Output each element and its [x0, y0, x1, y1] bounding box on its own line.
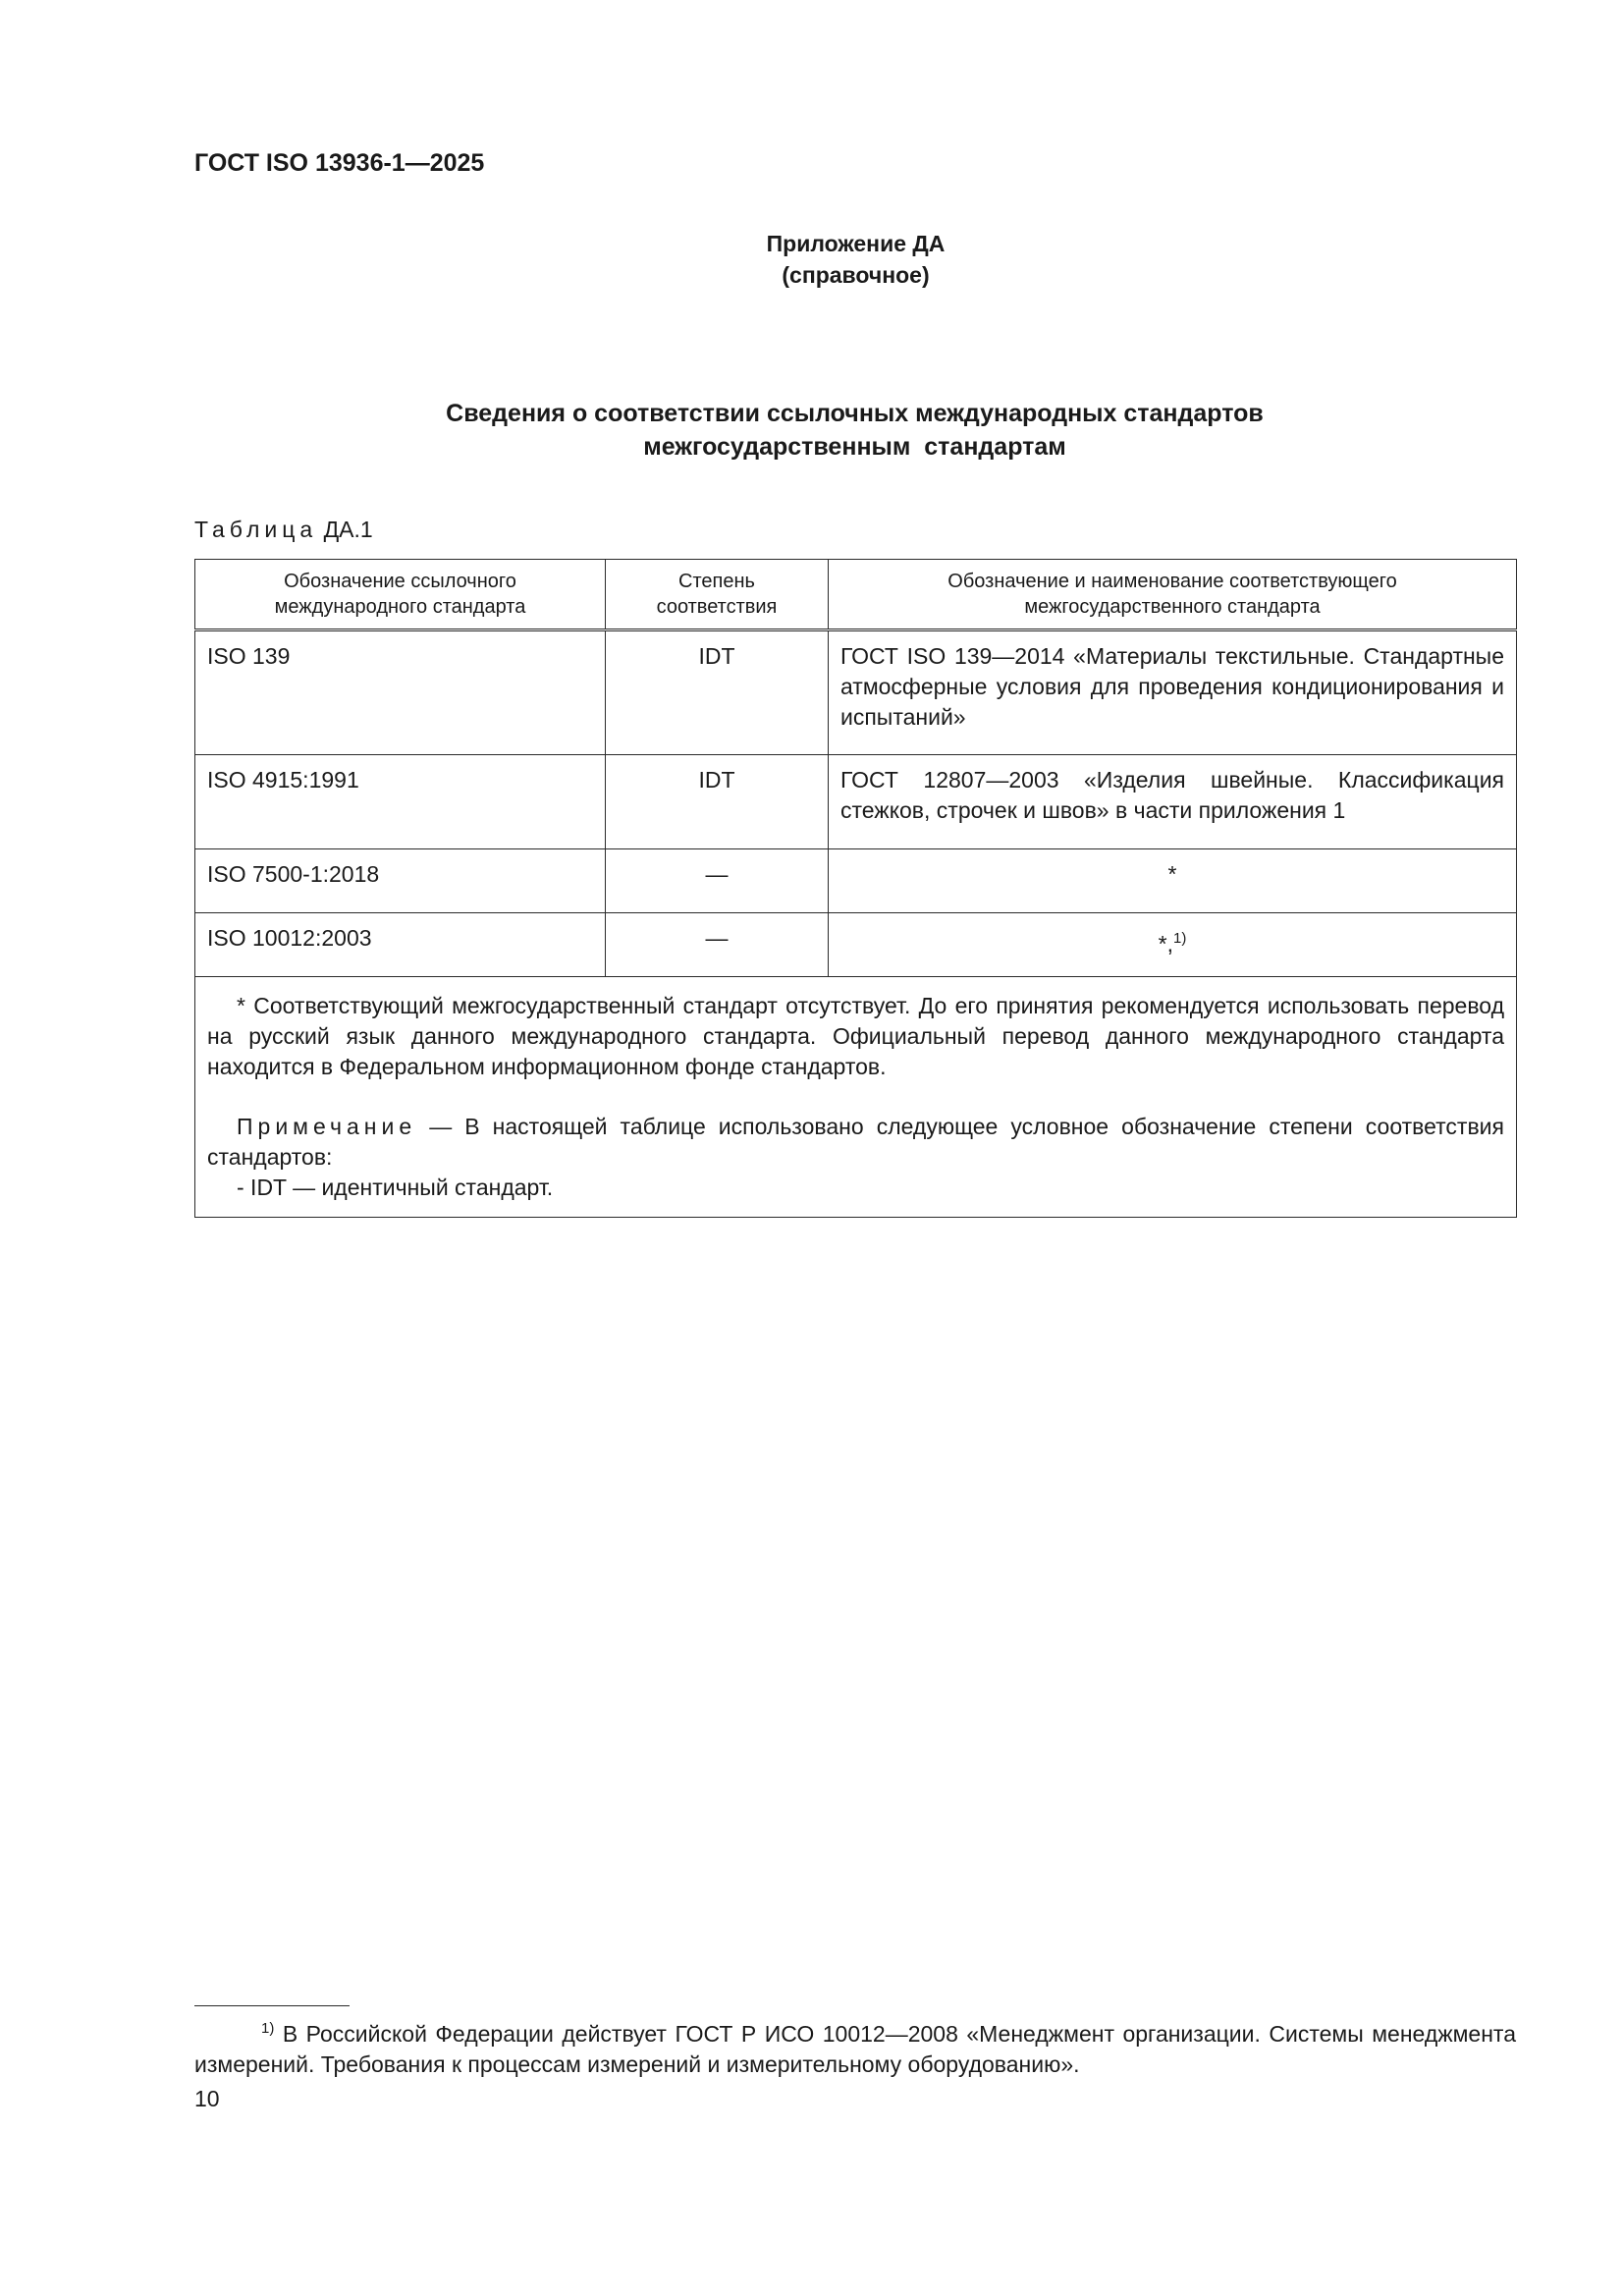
table-row — [195, 913, 1517, 977]
table-caption-word: Таблица — [194, 517, 318, 542]
asterisk-note-wrap — [207, 991, 1504, 1082]
header-gost-line-2: межгосударственного стандарта — [1024, 596, 1321, 618]
table-row — [195, 755, 1517, 849]
table-row — [195, 630, 1517, 755]
table-header-row — [195, 560, 1517, 630]
annex-type: (справочное) — [782, 262, 930, 288]
annex-name: Приложение ДА — [766, 231, 946, 256]
table-note — [207, 1112, 1504, 1173]
cell-gost: * — [829, 849, 1517, 913]
table-row — [195, 849, 1517, 913]
footnote-text: В Российской Федерации действует ГОСТ Р ИСО 10012—2008 «Менеджмент организации. Системы менеджмента измерений. Требования к процессам измерений и измерительному оборудованию». — [194, 2021, 1516, 2077]
header-degree — [606, 560, 829, 630]
header-designation — [195, 560, 606, 630]
page-number: 10 — [194, 2086, 220, 2111]
cell-designation: ISO 4915:1991 — [195, 755, 606, 849]
cell-designation: ISO 139 — [195, 630, 606, 755]
annex-heading — [0, 228, 1623, 291]
footnote-marker: 1) — [261, 2020, 275, 2037]
table-notes — [195, 977, 1517, 1218]
table-notes-row — [195, 977, 1517, 1218]
cell-gost: ГОСТ 12807—2003 «Изделия швейные. Классификация стежков, строчек и швов» в части приложения 1 — [829, 755, 1517, 849]
header-designation-line-2: международного стандарта — [274, 596, 526, 618]
footnote-separator — [194, 2005, 350, 2006]
header-gost — [829, 560, 1517, 630]
cell-degree: — — [606, 849, 829, 913]
header-degree-line-2: соответствия — [656, 596, 778, 618]
footnote-reference[interactable]: 1) — [1173, 930, 1187, 947]
correspondence-table — [194, 559, 1517, 1218]
cell-degree: — — [606, 913, 829, 977]
note-item: - IDT — идентичный стандарт. — [237, 1175, 554, 1200]
asterisk-note: * Соответствующий межгосударственный стандарт отсутствует. До его принятия рекомендуется использовать перевод на русский язык данного международного стандарта. Официальный перевод данного международного стандарта находится в Федеральном информационном фонде стандартов. — [207, 993, 1504, 1079]
cell-gost-value: *, — [1158, 931, 1173, 957]
header-designation-line-1: Обозначение ссылочного — [284, 571, 516, 592]
cell-designation: ISO 10012:2003 — [195, 913, 606, 977]
footnote — [194, 2013, 1516, 2080]
cell-degree: IDT — [606, 630, 829, 755]
annex-title-line-2: межгосударственным стандартам — [643, 433, 1066, 461]
cell-degree: IDT — [606, 755, 829, 849]
note-text: — В настоящей таблице использовано следующее условное обозначение степени соответствия стандартов: — [207, 1114, 1504, 1170]
document-designation: ГОСТ ISO 13936-1—2025 — [194, 149, 485, 177]
header-degree-line-1: Степень — [678, 571, 755, 592]
note-label: Примечание — [237, 1114, 417, 1139]
header-gost-line-1: Обозначение и наименование соответствующего — [947, 571, 1397, 592]
cell-gost — [829, 913, 1517, 977]
cell-gost: ГОСТ ISO 139—2014 «Материалы текстильные. Стандартные атмосферные условия для проведения кондиционирования и испытаний» — [829, 630, 1517, 755]
annex-title — [194, 397, 1515, 464]
table-caption-number: ДА.1 — [323, 517, 373, 542]
footnote-spacer — [194, 2021, 261, 2047]
table-caption — [194, 517, 373, 543]
cell-designation: ISO 7500-1:2018 — [195, 849, 606, 913]
annex-title-line-1: Сведения о соответствии ссылочных международных стандартов — [446, 400, 1264, 427]
